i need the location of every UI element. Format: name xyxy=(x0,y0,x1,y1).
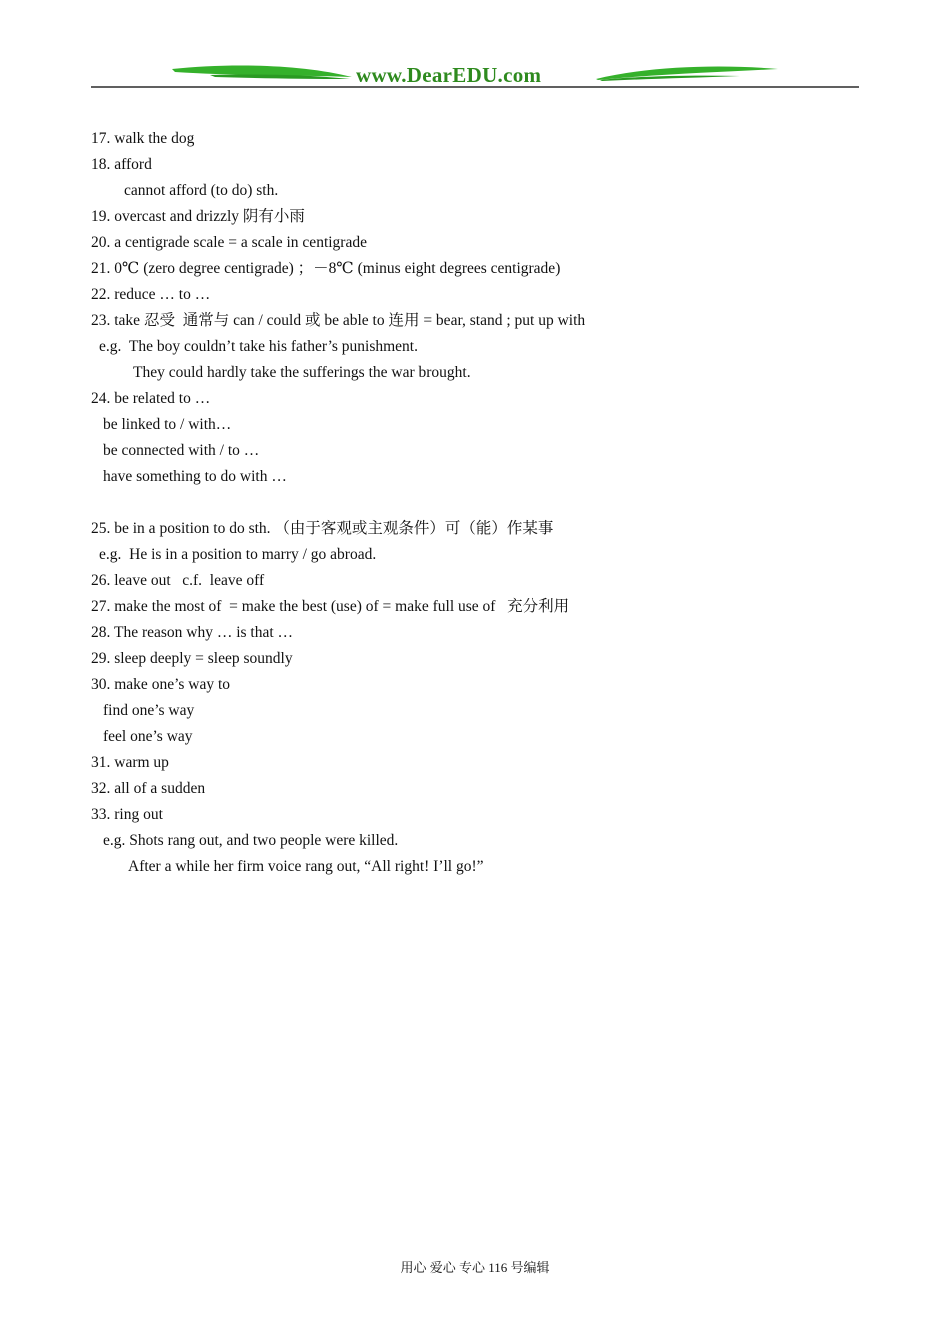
list-item: 29. sleep deeply = sleep soundly xyxy=(91,650,293,667)
list-item: 33. ring out xyxy=(91,806,163,823)
page-footer: 用心 爱心 专心 116 号编辑 xyxy=(400,1260,550,1275)
example-sentence: They could hardly take the sufferings the war brought. xyxy=(133,364,471,381)
example-sentence: e.g. The boy couldn’t take his father’s punishment. xyxy=(99,338,418,355)
list-item: 18. afford xyxy=(91,156,152,173)
list-item: feel one’s way xyxy=(103,728,193,745)
list-item: 27. make the most of = make the best (use) of = make full use of 充分利用 xyxy=(91,598,570,615)
site-logo-text: www.DearEDU.com xyxy=(356,63,542,87)
blank-line xyxy=(91,490,871,516)
list-item: have something to do with … xyxy=(103,468,287,485)
list-item: 22. reduce … to … xyxy=(91,286,211,303)
list-item: 26. leave out c.f. leave off xyxy=(91,572,265,589)
list-item: 19. overcast and drizzly 阴有小雨 xyxy=(91,208,305,225)
list-item: cannot afford (to do) sth. xyxy=(124,182,279,199)
list-item: 31. warm up xyxy=(91,754,169,771)
list-item: 17. walk the dog xyxy=(91,130,195,147)
list-item: 21. 0℃ (zero degree centigrade) ；－8℃ (minus eight degrees centigrade) xyxy=(91,260,561,277)
list-item: 20. a centigrade scale = a scale in centigrade xyxy=(91,234,367,251)
example-sentence: After a while her firm voice rang out, “All right! I’ll go!” xyxy=(128,858,484,875)
list-item: 25. be in a position to do sth. （由于客观或主观条件）可（能）作某事 xyxy=(91,520,554,537)
list-item: 28. The reason why … is that … xyxy=(91,624,294,641)
example-sentence: e.g. He is in a position to marry / go abroad. xyxy=(99,546,377,563)
list-item: 24. be related to … xyxy=(91,390,211,407)
list-item: 23. take 忍受 通常与 can / could 或 be able to 连用 = bear, stand ; put up with xyxy=(91,312,586,329)
list-item: 30. make one’s way to xyxy=(91,676,231,693)
list-item: be linked to / with… xyxy=(103,416,232,433)
page-header xyxy=(0,60,950,92)
vocabulary-list xyxy=(91,126,871,880)
example-sentence: e.g. Shots rang out, and two people were killed. xyxy=(103,832,399,849)
list-item: find one’s way xyxy=(103,702,195,719)
list-item: be connected with / to … xyxy=(103,442,260,459)
list-item: 32. all of a sudden xyxy=(91,780,206,797)
